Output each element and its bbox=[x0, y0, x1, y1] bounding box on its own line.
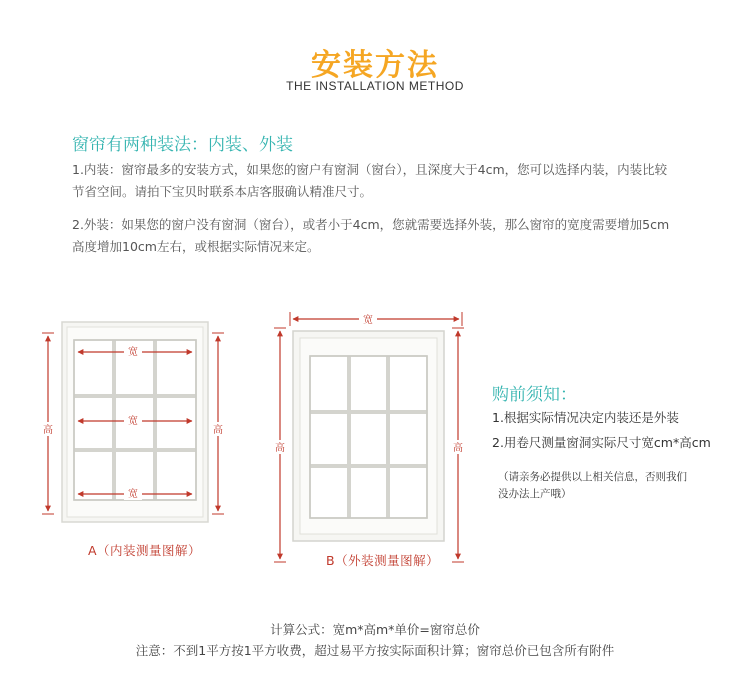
inner-install-caption: A（内装测量图解） bbox=[88, 543, 202, 558]
notice-note-line-2: 没办法上产哦） bbox=[498, 488, 572, 500]
outer-install-diagram bbox=[273, 312, 465, 562]
inner-install-line-2: 节省空间。请拍下宝贝时联系本店客服确认精准尺寸。 bbox=[72, 184, 373, 199]
width-label-outer: 宽 bbox=[363, 315, 373, 326]
width-label-middle: 宽 bbox=[128, 416, 138, 427]
outer-install-caption: B（外装测量图解） bbox=[326, 553, 440, 568]
height-label-right-outer: 高 bbox=[453, 443, 463, 454]
inner-install-paragraph bbox=[72, 159, 712, 203]
height-label-left-outer: 高 bbox=[275, 443, 285, 454]
price-formula: 计算公式：宽m*高m*单价=窗帘总价 bbox=[270, 622, 480, 637]
height-label-right: 高 bbox=[213, 425, 223, 436]
inner-install-diagram bbox=[41, 322, 225, 522]
outer-install-paragraph bbox=[72, 214, 712, 258]
notice-title: 购前须知： bbox=[492, 385, 577, 405]
notice-item-1: 1.根据实际情况决定内装还是外装 bbox=[492, 410, 679, 425]
pricing-remark: 注意：不到1平方按1平方收费，超过易平方按实际面积计算；窗帘总价已包含所有附件 bbox=[135, 643, 615, 658]
notice-note-line-1: （请亲务必提供以上相关信息，否则我们 bbox=[498, 471, 687, 483]
inner-install-line-1: 1.内装：窗帘最多的安装方式，如果您的窗户有窗洞（窗台），且深度大于4cm，您可以选择内装，内装比较 bbox=[72, 162, 668, 177]
page-subtitle: THE INSTALLATION METHOD bbox=[286, 79, 464, 93]
outer-install-line-2: 高度增加10cm左右，或根据实际情况来定。 bbox=[72, 239, 320, 254]
outer-install-line-1: 2.外装：如果您的窗户没有窗洞（窗台），或者小于4cm，您就需要选择外装，那么窗帘的宽度需要增加5cm bbox=[72, 217, 670, 232]
height-label-left: 高 bbox=[43, 425, 53, 436]
section-heading: 窗帘有两种装法：内装、外装 bbox=[72, 135, 293, 155]
page-title: 安装方法 bbox=[311, 48, 439, 83]
width-label-bottom: 宽 bbox=[128, 489, 138, 500]
window-glass bbox=[310, 356, 427, 518]
width-label-top: 宽 bbox=[128, 347, 138, 358]
notice-item-2: 2.用卷尺测量窗洞实际尺寸宽cm*高cm bbox=[492, 435, 711, 450]
